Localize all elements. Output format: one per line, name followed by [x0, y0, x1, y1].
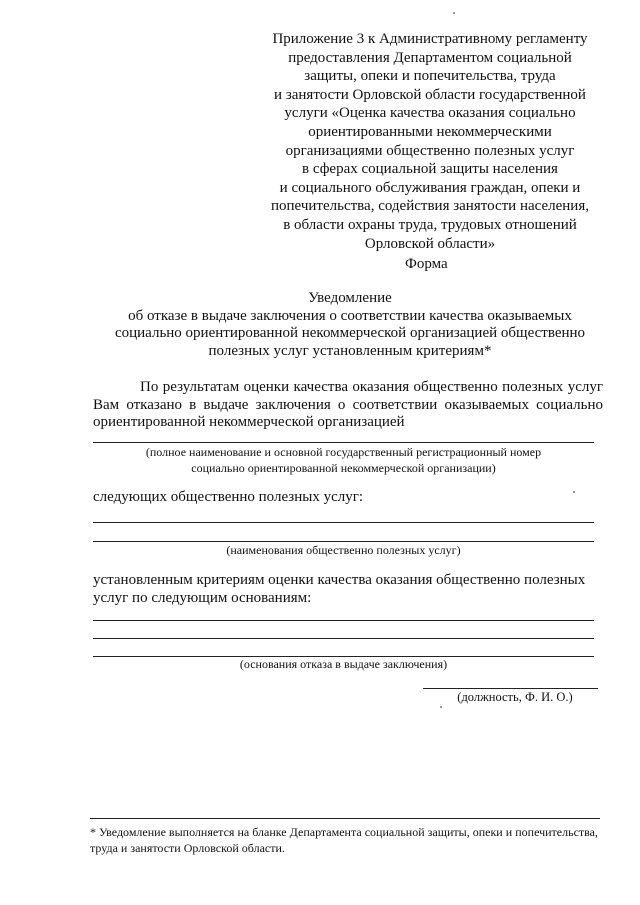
- criteria-line: услуг по следующим основаниям:: [93, 590, 312, 606]
- header-line: организациями общественно полезных услуг: [285, 142, 575, 159]
- footnote-text: * Уведомление выполняется на бланке Департамента социальной защиты, опеки и попечительства, труда и занятости Орловской области.: [90, 825, 598, 855]
- services-caption: [93, 542, 594, 558]
- title-heading: Уведомление: [308, 290, 392, 306]
- signature-caption: [440, 689, 590, 705]
- signature-caption-text: (должность, Ф. И. О.): [457, 690, 573, 704]
- scan-speck: [453, 12, 455, 14]
- header-line: в сферах социальной защиты населения: [302, 161, 558, 178]
- footnote: [90, 824, 598, 856]
- services-fill-line: [93, 522, 594, 523]
- header-line: услуги «Оценка качества оказания социально: [284, 105, 576, 122]
- header-line: ориентированными некоммерческими: [308, 123, 552, 140]
- title-line: об отказе в выдаче заключения о соответствии качества оказываемых: [128, 307, 572, 324]
- notice-title: [85, 290, 615, 360]
- header-line: и занятости Орловской области государственной: [274, 86, 586, 103]
- body-text: По результатам оценки качества оказания общественно полезных услуг Вам отказано в выдаче заключения о соответствии оказываемых социально ориентированной некоммерческой организацией: [93, 379, 603, 430]
- reasons-fill-line: [93, 638, 594, 639]
- header-line: в области охраны труда, трудовых отношений: [283, 216, 577, 233]
- header-line: предоставления Департаментом социальной: [288, 49, 572, 66]
- services-caption-text: (наименования общественно полезных услуг): [226, 543, 461, 557]
- criteria-line: установленным критериям оценки качества оказания общественно полезных: [93, 572, 586, 588]
- reasons-fill-line: [93, 620, 594, 621]
- header-line: защиты, опеки и попечительства, труда: [304, 68, 556, 85]
- services-label: следующих общественно полезных услуг:: [93, 489, 364, 505]
- header-line: Орловской области»: [364, 235, 496, 252]
- org-caption-line: социально ориентированной некоммерческой организации): [191, 461, 496, 475]
- body-paragraph: [93, 379, 603, 432]
- org-caption-line: (полное наименование и основной государственный регистрационный номер: [145, 445, 542, 459]
- scan-speck: [573, 491, 575, 493]
- reasons-caption-text: (основания отказа в выдаче заключения): [239, 657, 448, 671]
- footnote-separator: [90, 818, 600, 819]
- org-caption: [93, 444, 594, 476]
- appendix-header: [255, 30, 605, 253]
- header-line: и социального обслуживания граждан, опеки и: [279, 179, 581, 196]
- reasons-caption: [93, 656, 594, 672]
- form-label: Форма: [405, 256, 448, 272]
- criteria-text: [93, 571, 598, 607]
- title-line: социально ориентированной некоммерческой организацией общественно: [114, 325, 586, 341]
- header-line: попечительства, содействия занятости населения,: [271, 198, 589, 215]
- header-line: Приложение 3 к Административному регламенту: [272, 31, 588, 47]
- scan-speck: [440, 706, 442, 708]
- title-line: полезных услуг установленным критериям*: [208, 342, 492, 359]
- org-fill-line: [93, 442, 594, 443]
